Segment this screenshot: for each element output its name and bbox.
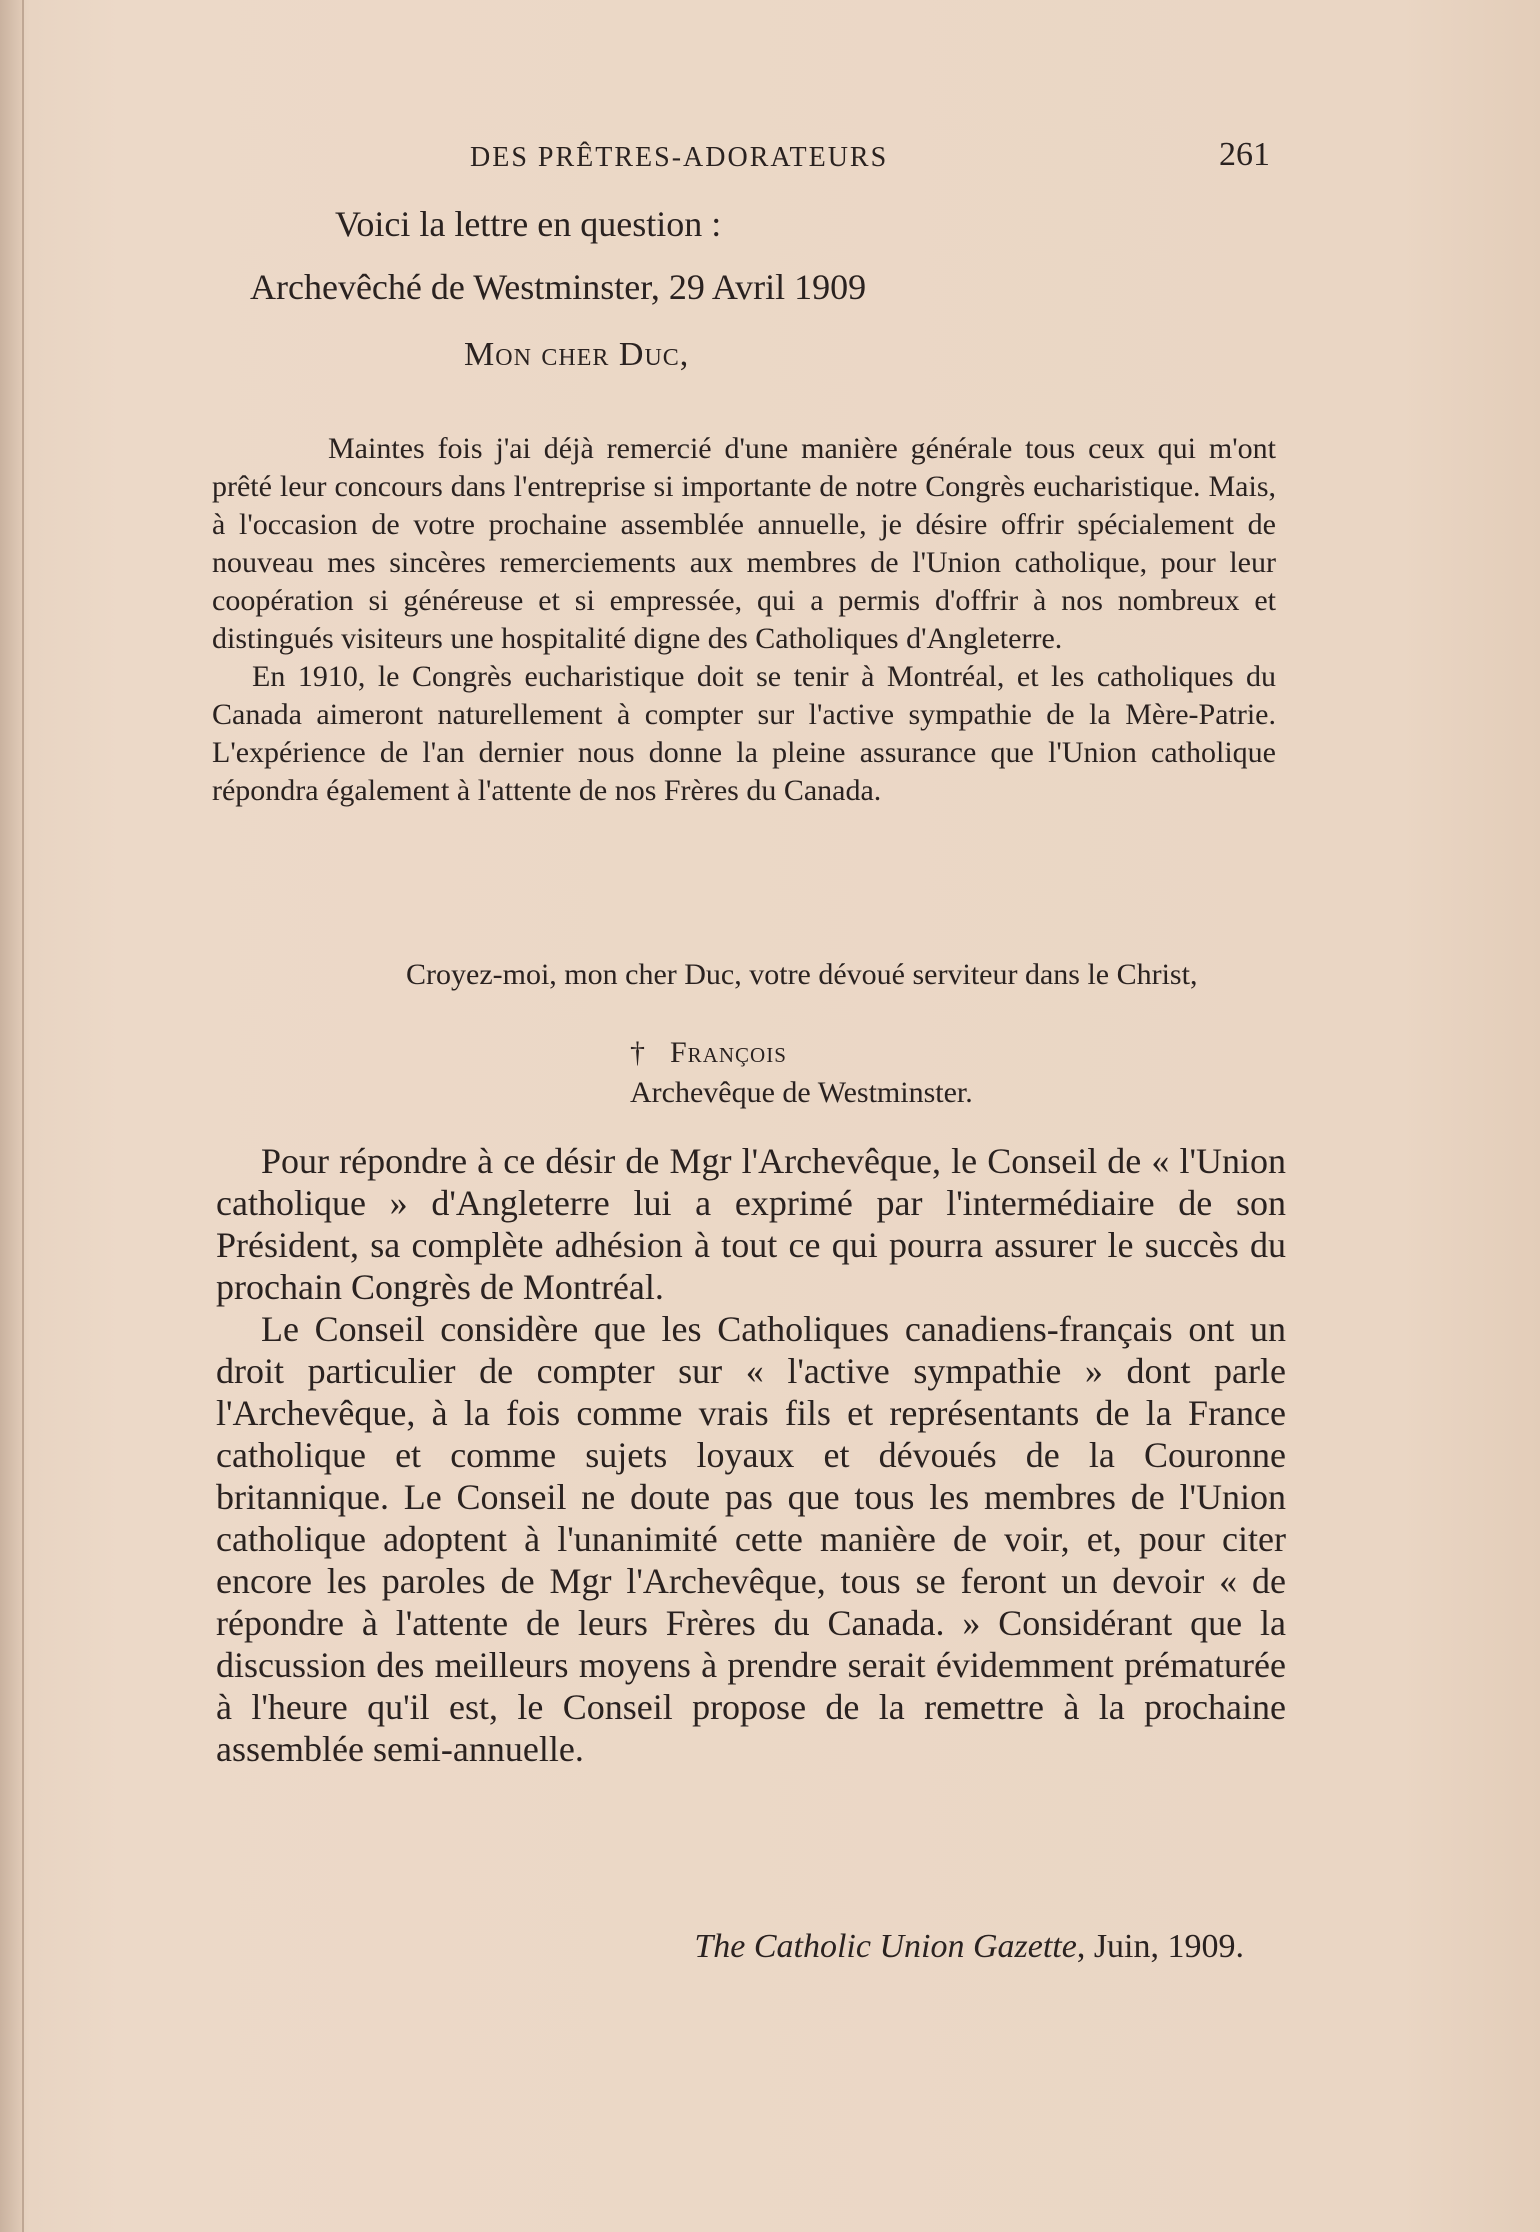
running-head: DES PRÊTRES-ADORATEURS (470, 142, 889, 173)
commentary-paragraph: Pour répondre à ce désir de Mgr l'Archevêque, le Conseil de « l'Union catholique » d'Angleterre lui a exprimé par l'intermédiaire de son Président, sa complète adhésion à tout ce qui pourra assurer le succès du prochain Congrès de Montréal. (216, 1141, 1286, 1307)
cross-icon: † (630, 1036, 645, 1069)
source-title: The Catholic Union Gazette (694, 1928, 1077, 1965)
signature-name: François (670, 1036, 787, 1069)
page-binding-edge (0, 0, 24, 2232)
letter-signature (630, 1033, 973, 1113)
page-header (470, 136, 1270, 176)
letter-paragraph: En 1910, le Congrès eucharistique doit se tenir à Montréal, et les catholiques du Canada aimeront naturellement à compter sur l'active sympathie de la Mère-Patrie. L'expérience de l'an dernier nous donne la pleine assurance que l'Union catholique répondra également à l'attente de nos Frères du Canada. (212, 660, 1276, 807)
letter-dateline: Archevêché de Westminster, 29 Avril 1909 (250, 267, 867, 307)
signature-title: Archevêque de Westminster. (630, 1076, 973, 1109)
page-number: 261 (1219, 136, 1270, 173)
letter-salutation: Mon cher Duc, (464, 336, 690, 373)
source-citation (694, 1928, 1244, 1966)
commentary-paragraph: Le Conseil considère que les Catholiques canadiens-français ont un droit particulier de compter sur « l'active sympathie » dont parle l'Archevêque, à la fois comme vrais fils et représentants de la France catholique et comme sujets loyaux et dévoués de la Couronne britannique. Le Conseil ne doute pas que tous les membres de l'Union catholique adoptent à l'unanimité cette manière de voir, et, pour citer encore les paroles de Mgr l'Archevêque, tous se feront un devoir « de répondre à l'attente de leurs Frères du Canada. » Considérant que la discussion des meilleurs moyens à prendre serait évidemment prématurée à l'heure qu'il est, le Conseil propose de la remettre à la prochaine assemblée semi-annuelle. (216, 1309, 1286, 1769)
letter-closing: Croyez-moi, mon cher Duc, votre dévoué serviteur dans le Christ, (406, 958, 1198, 991)
intro-line: Voici la lettre en question : (335, 204, 722, 244)
commentary-body (216, 1140, 1286, 1770)
source-date: , Juin, 1909. (1076, 1928, 1244, 1965)
letter-body (212, 430, 1276, 810)
letter-paragraph: Maintes fois j'ai déjà remercié d'une manière générale tous ceux qui m'ont prêté leur concours dans l'entreprise si importante de notre Congrès eucharistique. Mais, à l'occasion de votre prochaine assemblée annuelle, je désire offrir spécialement de nouveau mes sincères remerciements aux membres de l'Union catholique, pour leur coopération si généreuse et si empressée, qui a permis d'offrir à nos nombreux et distingués visiteurs une hospitalité digne des Catholiques d'Angleterre. (212, 432, 1276, 655)
